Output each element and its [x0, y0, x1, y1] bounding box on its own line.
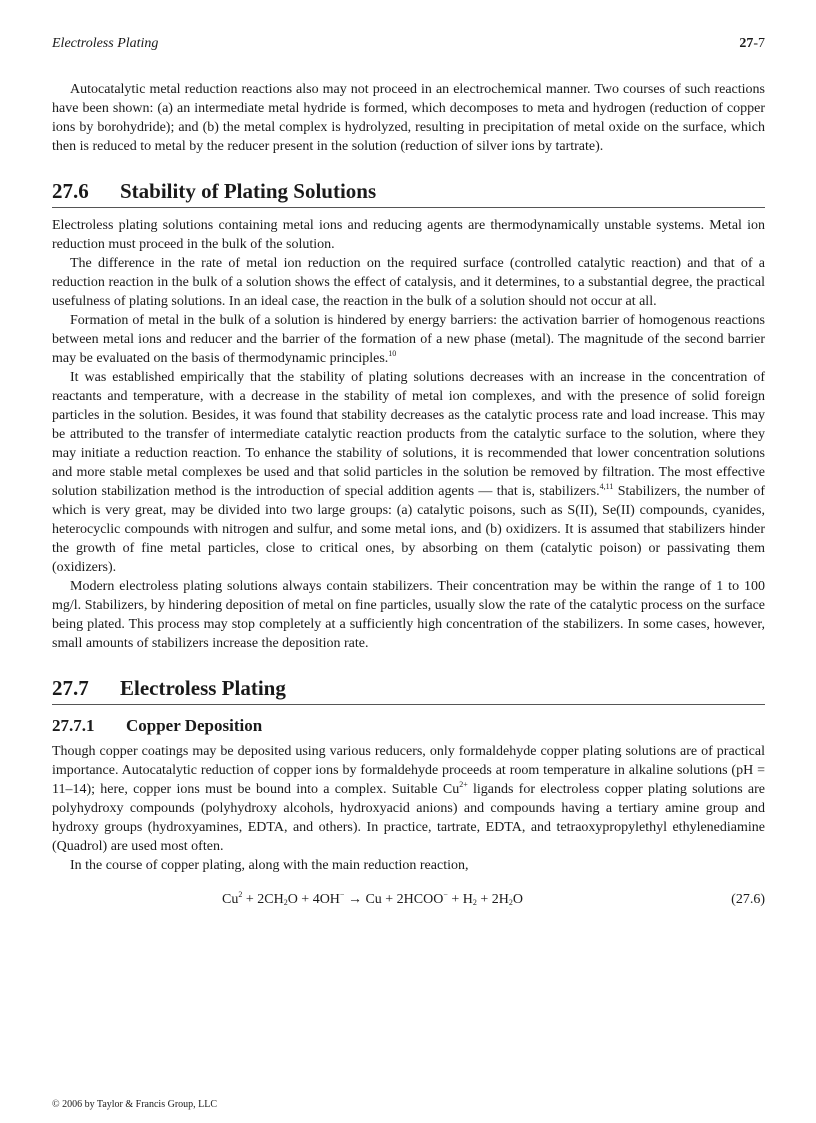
- running-head-title: Electroless Plating: [52, 36, 159, 51]
- reference-superscript: 10: [388, 349, 397, 358]
- paragraph: In the course of copper plating, along with the main reduction reaction,: [70, 858, 469, 873]
- eq-superscript: 2: [238, 890, 243, 899]
- section-heading-27-6: [52, 178, 765, 208]
- charge-superscript: 2+: [459, 780, 468, 789]
- running-head: [52, 34, 765, 54]
- page-body: [52, 80, 765, 912]
- equation-27-6: [52, 888, 765, 912]
- section-title: Stability of Plating Solutions: [120, 179, 377, 203]
- eq-superscript: −: [339, 890, 345, 899]
- equation-number: (27.6): [731, 892, 765, 907]
- eq-superscript: −: [443, 890, 448, 899]
- eq-subscript: 2: [283, 898, 288, 907]
- eq-subscript: 2: [508, 898, 513, 907]
- eq-term: → Cu + 2HCOO: [344, 892, 444, 907]
- reference-superscript: 4,11: [599, 482, 614, 491]
- paragraph-text: Stabilizers, the number of which is very great, may be divided into two large groups: (a) catalytic poisons, such as S(II), Se(II) compounds, cyanides, heterocyclic compounds with nitrogen and sulfur, and some metal ions, and (b) oxidizers. It is assumed that stabilizers hinder the growth of fine metal particles, close to critical ones, by absorbing on them (catalytic poison) or passivating them (oxidizers).: [52, 484, 765, 575]
- paragraph: The difference in the rate of metal ion reduction on the required surface (controlled catalytic reaction) and that of a reduction reaction in the bulk of a solution shows the effect of catalysis, and it determines, to a substantial degree, the practical usefulness of plating solutions. In an ideal case, the reaction in the bulk of a solution should not occur at all.: [52, 256, 765, 309]
- paragraph: [52, 368, 765, 577]
- paragraph-text: ligands for electroless copper plating solutions are polyhydroxy compounds (polyhydroxy alcohols, hydroxyacid anions) and compounds having a tertiary amine group and hydroxy groups (hydroxyamines, EDTA, and others). In practice, tartrate, EDTA, and tetraoxypropylethyl ethylenediamine (Quadrol) are used most often.: [52, 782, 765, 854]
- chapter-number: 27: [739, 36, 754, 51]
- paragraph: Modern electroless plating solutions always contain stabilizers. Their concentration may be within the range of 1 to 100 mg/l. Stabilizers, by hindering deposition of metal on fine particles, usually slow the rate of the catalytic process on the surface being plated. This process may stop completely at a sufficiently high concentration of the stabilizers. In some cases, however, small amounts of stabilizers increase the deposition rate.: [52, 579, 765, 651]
- subsection-title: Copper Deposition: [126, 716, 263, 735]
- eq-term: O: [512, 892, 524, 907]
- copyright-footer: © 2006 by Taylor & Francis Group, LLC: [52, 1099, 218, 1110]
- page-number: [739, 34, 765, 54]
- paragraph: Electroless plating solutions containing metal ions and reducing agents are thermodynamically unstable systems. Metal ion reduction must proceed in the bulk of the solution.: [52, 218, 765, 252]
- intro-paragraph: Autocatalytic metal reduction reactions also may not proceed in an electrochemical manner. Two courses of such reactions have been shown: (a) an intermediate metal hydride is formed, which decomposes to meta and hydrogen (reduction of copper ions by borohydride); and (b) the metal complex is hydrolyzed, resulting in precipitation of metal oxide on the surface, which then is reduced to metal by the reducer present in the solution (reduction of silver ions by tartrate).: [52, 82, 765, 154]
- eq-term: + 2H: [476, 892, 509, 907]
- section-number: 27.7: [52, 676, 89, 700]
- paragraph: [52, 742, 765, 856]
- section-heading-27-7: [52, 675, 765, 705]
- eq-term: + H: [447, 892, 473, 907]
- eq-term: + 2CH: [242, 892, 284, 907]
- paragraph: [52, 311, 765, 368]
- eq-term: Cu: [222, 892, 239, 907]
- equation-body: [222, 888, 523, 912]
- eq-term: O + 4OH: [287, 892, 340, 907]
- subsection-number: 27.7.1: [52, 716, 95, 735]
- eq-subscript: 2: [472, 898, 477, 907]
- paragraph-text: It was established empirically that the stability of plating solutions decreases with an increase in the concentration of reactants and temperature, with a decrease in the stability of metal ion complexes, and with the presence of solid foreign particles in the solution. Besides, it was found that stability decreases as the catalytic process rate and load increase. This may be attributed to the transfer of intermediate catalytic reaction products from the catalytic surface to the solution, where they may initiate a reduction reaction. To enhance the stability of solutions, it is recommended that lower concentration solutions and more stable metal complexes be used and that solid particles in the solution be removed by filtration. The most effective solution stabilization method is the introduction of special addition agents — that is, stabilizers.: [52, 370, 765, 499]
- subsection-heading-27-7-1: [52, 715, 765, 737]
- paragraph-text: Though copper coatings may be deposited using various reducers, only formaldehyde copper plating solutions are of practical importance. Autocatalytic reduction of copper ions by formaldehyde proceeds at room temperature in alkaline solutions (pH = 11–14); here, copper ions must be bound into a complex. Suitable Cu: [52, 744, 765, 797]
- section-number: 27.6: [52, 179, 89, 203]
- paragraph-text: Formation of metal in the bulk of a solution is hindered by energy barriers: the activation barrier of homogenous reactions between metal ions and reducer and the barrier of the formation of a new phase (metal). The magnitude of the second barrier may be evaluated on the basis of thermodynamic principles.: [52, 313, 765, 366]
- page-suffix: -7: [753, 36, 765, 51]
- section-title: Electroless Plating: [120, 676, 286, 700]
